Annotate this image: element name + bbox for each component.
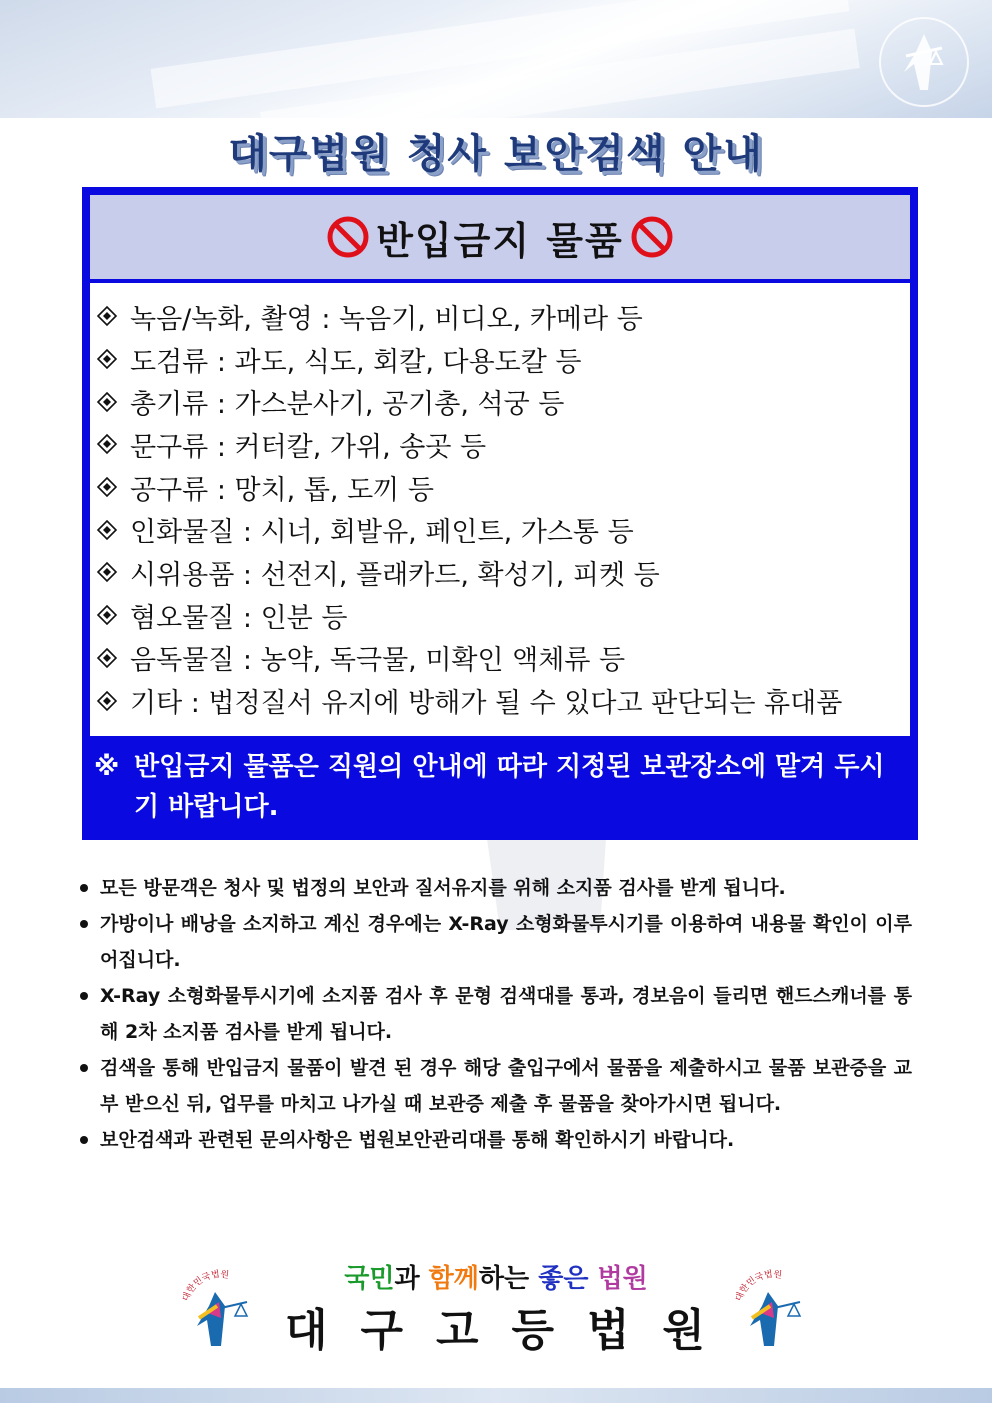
court-slogan <box>0 1258 992 1295</box>
emblem-text: 대한민국법원 <box>181 1269 230 1303</box>
prohibited-item <box>96 423 910 466</box>
slogan-part <box>588 1264 597 1294</box>
court-emblem-icon <box>728 1262 818 1352</box>
prohibited-item <box>96 551 910 594</box>
diamond-bullet-icon <box>96 433 118 455</box>
prohibited-item-text: 시위용품 : 선전지, 플래카드, 확성기, 피켓 등 <box>130 559 660 591</box>
prohibited-heading: 반입금지 물품 <box>376 218 624 263</box>
court-name-char: 구 <box>360 1305 403 1356</box>
prohibited-item <box>96 594 910 637</box>
slogan-part: 좋은 <box>538 1264 589 1294</box>
prohibited-item-text: 음독물질 : 농약, 독극물, 미확인 액체류 등 <box>130 645 626 677</box>
court-name-char: 고 <box>435 1305 479 1356</box>
page-title: 대구법원 청사 보안검색 안내 <box>228 131 764 177</box>
slogan-part: 함께 <box>428 1264 479 1294</box>
prohibited-icon <box>326 215 370 259</box>
court-emblem-icon <box>175 1262 265 1352</box>
top-banner <box>0 0 992 118</box>
diamond-bullet-icon <box>96 690 118 712</box>
court-name-char: 법 <box>586 1305 630 1356</box>
court-name-char: 원 <box>662 1305 705 1356</box>
prohibited-item <box>96 380 910 423</box>
emblem-text: 대한민국법원 <box>734 1269 783 1303</box>
prohibited-list-area <box>90 283 910 736</box>
prohibited-item <box>96 637 910 680</box>
prohibited-note-text: 반입금지 물품은 직원의 안내에 따라 지정된 보관장소에 맡겨 두시기 바랍니다. <box>134 752 885 822</box>
diamond-bullet-icon <box>96 391 118 413</box>
diamond-bullet-icon <box>96 348 118 370</box>
court-emblem-icon <box>874 12 974 112</box>
prohibited-note <box>94 747 906 827</box>
court-name <box>285 1294 705 1358</box>
reference-mark: ※ <box>94 752 120 782</box>
info-item <box>80 870 912 906</box>
info-item-text: 보안검색과 관련된 문의사항은 법원보안관리대를 통해 확인하시기 바랍니다. <box>100 1129 735 1151</box>
prohibited-item-text: 공구류 : 망치, 톱, 도끼 등 <box>130 474 434 506</box>
diamond-bullet-icon <box>96 604 118 626</box>
info-item <box>80 906 912 978</box>
prohibited-item-text: 인화물질 : 시너, 회발유, 페인트, 가스통 등 <box>130 517 634 549</box>
prohibited-item <box>96 338 910 381</box>
slogan-part: 과 <box>394 1264 429 1294</box>
bullet-dot-icon <box>80 1136 88 1144</box>
diamond-bullet-icon <box>96 305 118 327</box>
prohibited-item-text: 도검류 : 과도, 식도, 회칼, 다용도칼 등 <box>130 346 582 378</box>
prohibited-item-text: 문구류 : 커터칼, 가위, 송곳 등 <box>130 431 487 463</box>
bullet-dot-icon <box>80 884 88 892</box>
bullet-dot-icon <box>80 992 88 1000</box>
prohibited-icon <box>630 215 674 259</box>
info-item <box>80 1122 912 1158</box>
prohibited-item-text: 혐오물질 : 인분 등 <box>130 602 348 634</box>
info-item <box>80 978 912 1050</box>
slogan-part: 하는 <box>478 1264 539 1294</box>
bullet-dot-icon <box>80 920 88 928</box>
info-item-text: 가방이나 배낭을 소지하고 계신 경우에는 X-Ray 소형화물투시기를 이용하여 내용물 확인이 이루어집니다. <box>100 913 912 971</box>
slogan-part: 국민 <box>344 1264 395 1294</box>
svg-text:대한민국법원 <box>179 1268 229 1303</box>
prohibited-item <box>96 466 910 509</box>
security-info-list <box>80 870 912 1158</box>
diamond-bullet-icon <box>96 476 118 498</box>
court-name-char: 등 <box>511 1305 554 1356</box>
diamond-bullet-icon <box>96 647 118 669</box>
info-item-text: 검색을 통해 반입금지 물품이 발견 된 경우 해당 출입구에서 물품을 제출하시고 물품 보관증을 교부 받으신 뒤, 업무를 마치고 나가실 때 보관증 제출 후 물품을 찾아가시면 됩니다. <box>100 1057 912 1115</box>
info-item <box>80 1050 912 1122</box>
info-item-text: 모든 방문객은 청사 및 법정의 보안과 질서유지를 위해 소지품 검사를 받게 됩니다. <box>100 877 786 899</box>
prohibited-item <box>96 295 910 338</box>
svg-text:대한민국법원 <box>732 1268 782 1303</box>
bullet-dot-icon <box>80 1064 88 1072</box>
diamond-bullet-icon <box>96 519 118 541</box>
prohibited-header <box>90 195 910 279</box>
prohibited-item <box>96 679 910 722</box>
prohibited-item-text: 기타 : 법정질서 유지에 방해가 될 수 있다고 판단되는 휴대품 <box>130 688 843 720</box>
prohibited-item-text: 녹음/녹화, 촬영 : 녹음기, 비디오, 카메라 등 <box>130 303 643 335</box>
prohibited-item-text: 총기류 : 가스분사기, 공기총, 석궁 등 <box>130 389 565 421</box>
diamond-bullet-icon <box>96 561 118 583</box>
bottom-banner <box>0 1388 992 1403</box>
info-item-text: X-Ray 소형화물투시기에 소지품 검사 후 문형 검색대를 통과, 경보음이 들리면 핸드스캐너를 통해 2차 소지품 검사를 받게 됩니다. <box>100 985 912 1043</box>
court-name-char: 대 <box>285 1305 328 1356</box>
prohibited-item <box>96 508 910 551</box>
slogan-part: 법원 <box>597 1264 648 1294</box>
prohibited-list <box>90 283 910 722</box>
prohibited-items-panel <box>82 187 918 840</box>
